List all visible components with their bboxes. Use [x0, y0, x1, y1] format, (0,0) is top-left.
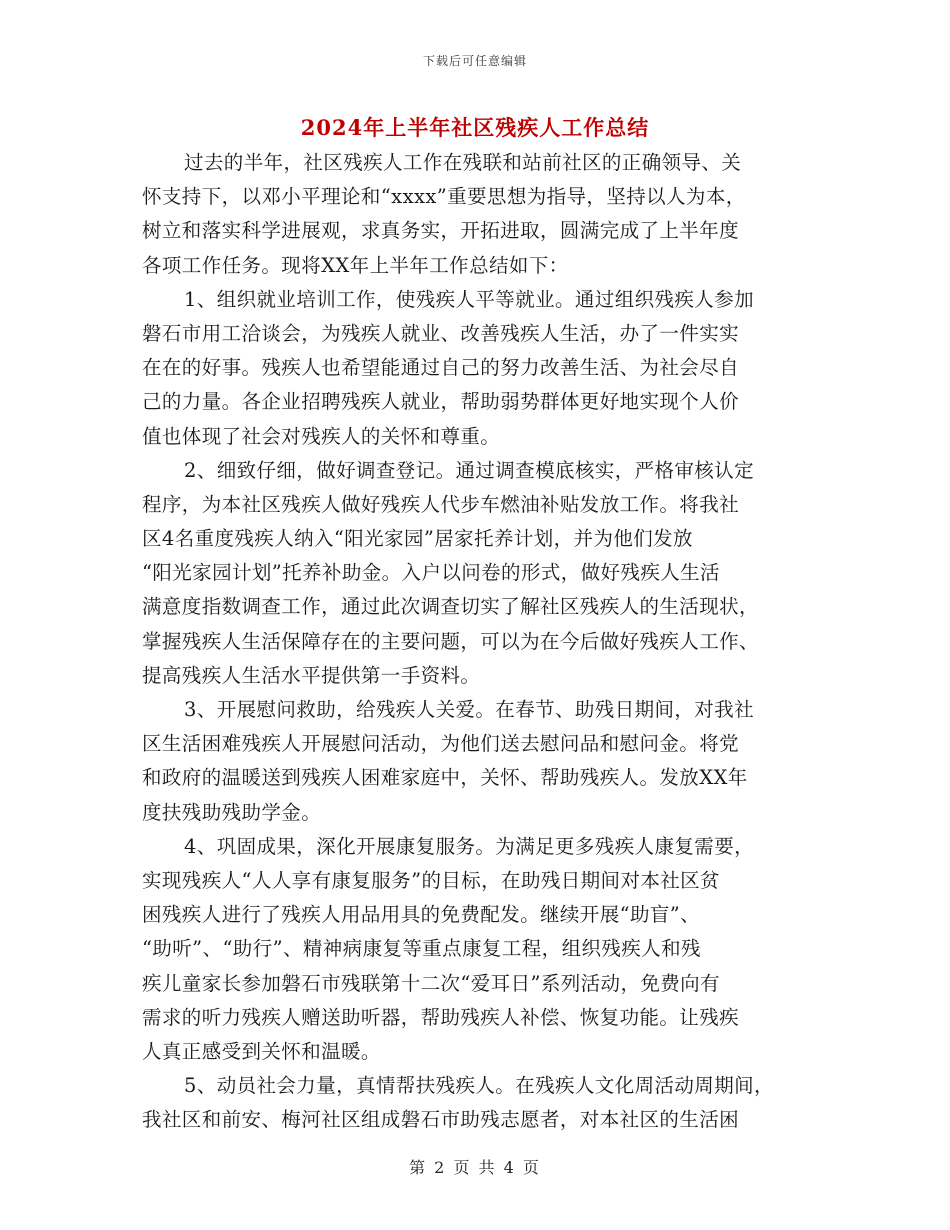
paragraph-line: 磐石市用工洽谈会，为残疾人就业、改善残疾人生活，办了一件实实 [142, 321, 740, 345]
paragraph-line: 满意度指数调查工作，通过此次调查切实了解社区残疾人的生活现状， [142, 595, 759, 619]
paragraph-line: 实现残疾人“人人享有康复服务”的目标，在助残日期间对本社区贫 [142, 868, 720, 892]
paragraph [142, 283, 818, 454]
paragraph-line: 掌握残疾人生活保障存在的主要问题，可以为在今后做好残疾人工作、 [142, 629, 759, 653]
paragraph-line: 困残疾人进行了残疾人用品用具的免费配发。继续开展“助盲”、 [142, 903, 701, 927]
header-note: 下载后可任意编辑 [422, 54, 527, 68]
paragraph-line: 区4名重度残疾人纳入“阳光家园”居家托养计划，并为他们发放 [142, 527, 693, 551]
paragraph-line: 过去的半年，社区残疾人工作在残联和站前社区的正确领导、关 [184, 151, 742, 174]
document-title: 2024年上半年社区残疾人工作总结 [300, 115, 650, 140]
paragraph-line: 1、组织就业培训工作，使残疾人平等就业。通过组织残疾人参加 [184, 287, 755, 311]
paragraph-line: 怀支持下，以邓小平理论和“xxxx”重要思想为指导，坚持以人为本， [142, 185, 746, 209]
paragraph-line: 值也体现了社会对残疾人的关怀和尊重。 [142, 424, 501, 448]
paragraph-line: “助听”、“助行”、精神病康复等重点康复工程，组织残疾人和残 [142, 937, 701, 961]
paragraph-line: 3、开展慰问救助，给残疾人关爱。在春节、助残日期间，对我社 [184, 698, 755, 721]
paragraph-line: 和政府的温暖送到残疾人困难家庭中，关怀、帮助残疾人。发放XX年 [142, 766, 748, 790]
paragraph-line: 度扶残助残助学金。 [142, 800, 322, 824]
paragraph-line: 5、动员社会力量，真情帮扶残疾人。在残疾人文化周活动周期间， [184, 1074, 774, 1098]
paragraph-line: 人真正感受到关怀和温暖。 [142, 1039, 381, 1063]
paragraph [142, 454, 818, 693]
paragraph-line: 我社区和前安、梅河社区组成磐石市助残志愿者，对本社区的生活困 [142, 1108, 740, 1132]
paragraph-line: 程序，为本社区残疾人做好残疾人代步车燃油补贴发放工作。将我社 [142, 492, 740, 516]
paragraph [142, 146, 818, 283]
paragraph-line: 需求的听力残疾人赠送助听器，帮助残疾人补偿、恢复功能。让残疾 [142, 1005, 740, 1029]
document-body [142, 146, 818, 1137]
paragraph-line: 己的力量。各企业招聘残疾人就业，帮助弱势群体更好地实现个人价 [142, 390, 740, 414]
paragraph [142, 693, 818, 830]
page-number: 第 2 页 共 4 页 [409, 1158, 541, 1177]
paragraph-line: 2、细致仔细，做好调查登记。通过调查模底核实，严格审核认定 [184, 458, 755, 482]
paragraph-line: 4、巩固成果，深化开展康复服务。为满足更多残疾人康复需要， [184, 834, 755, 858]
paragraph-line: 在在的好事。残疾人也希望能通过自己的努力改善生活、为社会尽自 [142, 356, 740, 380]
paragraph-line: 疾儿童家长参加磐石市残联第十二次“爱耳日”系列活动，免费向有 [142, 971, 720, 995]
paragraph-line: 树立和落实科学进展观，求真务实，开拓进取，圆满完成了上半年度 [142, 219, 740, 243]
paragraph-line: “阳光家园计划”托养补助金。入户以问卷的形式，做好残疾人生活 [142, 561, 720, 585]
paragraph-line: 各项工作任务。现将XX年上半年工作总结如下： [142, 253, 569, 277]
paragraph [142, 1069, 818, 1137]
paragraph-line: 提高残疾人生活水平提供第一手资料。 [142, 663, 481, 687]
paragraph [142, 830, 818, 1069]
paragraph-line: 区生活困难残疾人开展慰问活动，为他们送去慰问品和慰问金。将党 [142, 732, 740, 756]
